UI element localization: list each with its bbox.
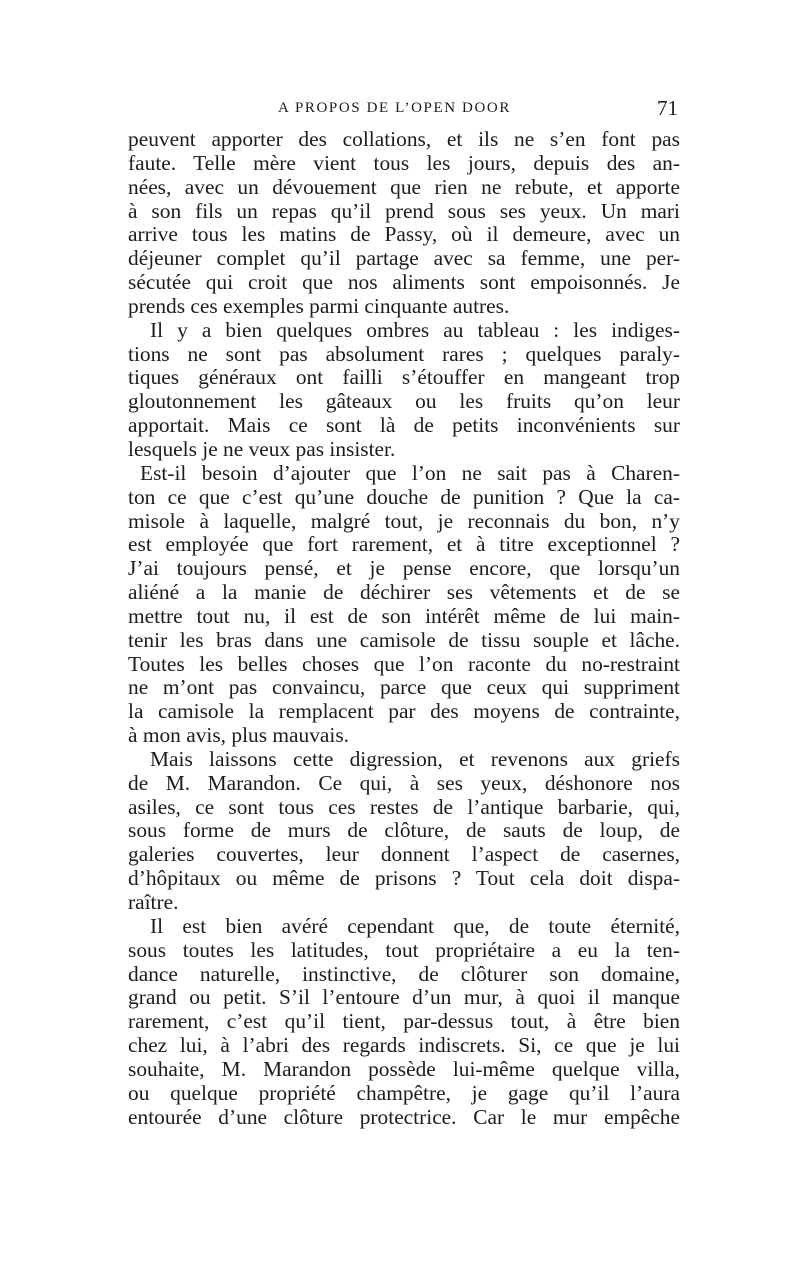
text-line: d’hôpitaux ou même de prisons ? Tout cela doit dispa- <box>128 867 680 891</box>
text-line: sous forme de murs de clôture, de sauts de loup, de <box>128 819 680 843</box>
text-line: rarement, c’est qu’il tient, par-dessus tout, à être bien <box>128 1010 680 1034</box>
text-line: lesquels je ne veux pas insister. <box>128 437 396 461</box>
text-line: galeries couvertes, leur donnent l’aspect de casernes, <box>128 843 680 867</box>
text-line: apportait. Mais ce sont là de petits inconvénients sur <box>128 414 680 438</box>
text-line: peuvent apporter des collations, et ils ne s’en font pas <box>128 128 680 151</box>
text-line: tions ne sont pas absolument rares ; quelques paraly- <box>128 342 680 366</box>
text-line: tenir les bras dans une camisole de tissu souple et lâche. <box>128 628 680 652</box>
text-line: gloutonnement les gâteaux ou les fruits qu’on leur <box>128 390 680 414</box>
text-line: asiles, ce sont tous ces restes de l’antique barbarie, qui, <box>128 795 680 819</box>
text-line: ou quelque propriété champêtre, je gage qu’il l’aura <box>128 1081 680 1105</box>
text-line: raître. <box>128 891 179 914</box>
text-line: faute. Telle mère vient tous les jours, depuis des an- <box>128 151 680 175</box>
text-line: à mon avis, plus mauvais. <box>128 724 350 748</box>
text-line: déjeuner complet qu’il partage avec sa femme, une per- <box>128 247 680 271</box>
text-line: souhaite, M. Marandon possède lui-même quelque villa, <box>128 1057 680 1081</box>
text-line: nées, avec un dévouement que rien ne rebute, et apporte <box>128 175 680 199</box>
text-line: Mais laissons cette digression, et revenons aux griefs <box>150 747 680 771</box>
text-line: ne m’ont pas convaincu, parce que ceux qui suppriment <box>128 676 680 700</box>
text-line: sous toutes les latitudes, tout propriétaire a eu la ten- <box>128 938 680 962</box>
text-line: sécutée qui croit que nos aliments sont empoisonnés. Je <box>128 271 680 295</box>
text-line: la camisole la remplacent par des moyens de contrainte, <box>128 700 680 724</box>
text-line: Est-il besoin d’ajouter que l’on ne sait pas à Charen- <box>140 461 680 485</box>
body-text <box>128 128 680 1129</box>
text-line: chez lui, à l’abri des regards indiscrets. Si, ce que je lui <box>128 1034 680 1058</box>
page-header <box>128 96 680 124</box>
text-line: dance naturelle, instinctive, de clôturer son domaine, <box>128 962 680 986</box>
running-title: A PROPOS DE L’OPEN DOOR <box>278 100 511 116</box>
text-line: J’ai toujours pensé, et je pense encore, que lorsqu’un <box>128 557 680 581</box>
text-line: arrive tous les matins de Passy, où il demeure, avec un <box>128 223 680 247</box>
text-line: Toutes les belles choses que l’on raconte du no-restraint <box>128 652 680 676</box>
text-line: mettre tout nu, il est de son intérêt même de lui main- <box>128 604 680 628</box>
text-line: de M. Marandon. Ce qui, à ses yeux, déshonore nos <box>128 771 680 795</box>
text-line: grand ou petit. S’il l’entoure d’un mur, à quoi il manque <box>128 986 680 1010</box>
text-line: Il y a bien quelques ombres au tableau : les indiges- <box>150 318 680 342</box>
text-line: est employée que fort rarement, et à titre exceptionnel ? <box>128 533 680 557</box>
text-line: aliéné a la manie de déchirer ses vêtements et de se <box>128 581 680 605</box>
text-line: Il est bien avéré cependant que, de toute éternité, <box>150 914 680 938</box>
text-line: prends ces exemples parmi cinquante autres. <box>128 294 510 318</box>
text-line: tiques généraux ont failli s’étouffer en mangeant trop <box>128 366 680 390</box>
page-number: 71 <box>657 96 678 120</box>
text-line: misole à laquelle, malgré tout, je reconnais du bon, n’y <box>128 509 680 533</box>
text-line: ton ce que c’est qu’une douche de punition ? Que la ca- <box>128 485 680 509</box>
text-line: entourée d’une clôture protectrice. Car le mur empêche <box>128 1105 680 1129</box>
text-line: à son fils un repas qu’il prend sous ses yeux. Un mari <box>128 199 680 223</box>
